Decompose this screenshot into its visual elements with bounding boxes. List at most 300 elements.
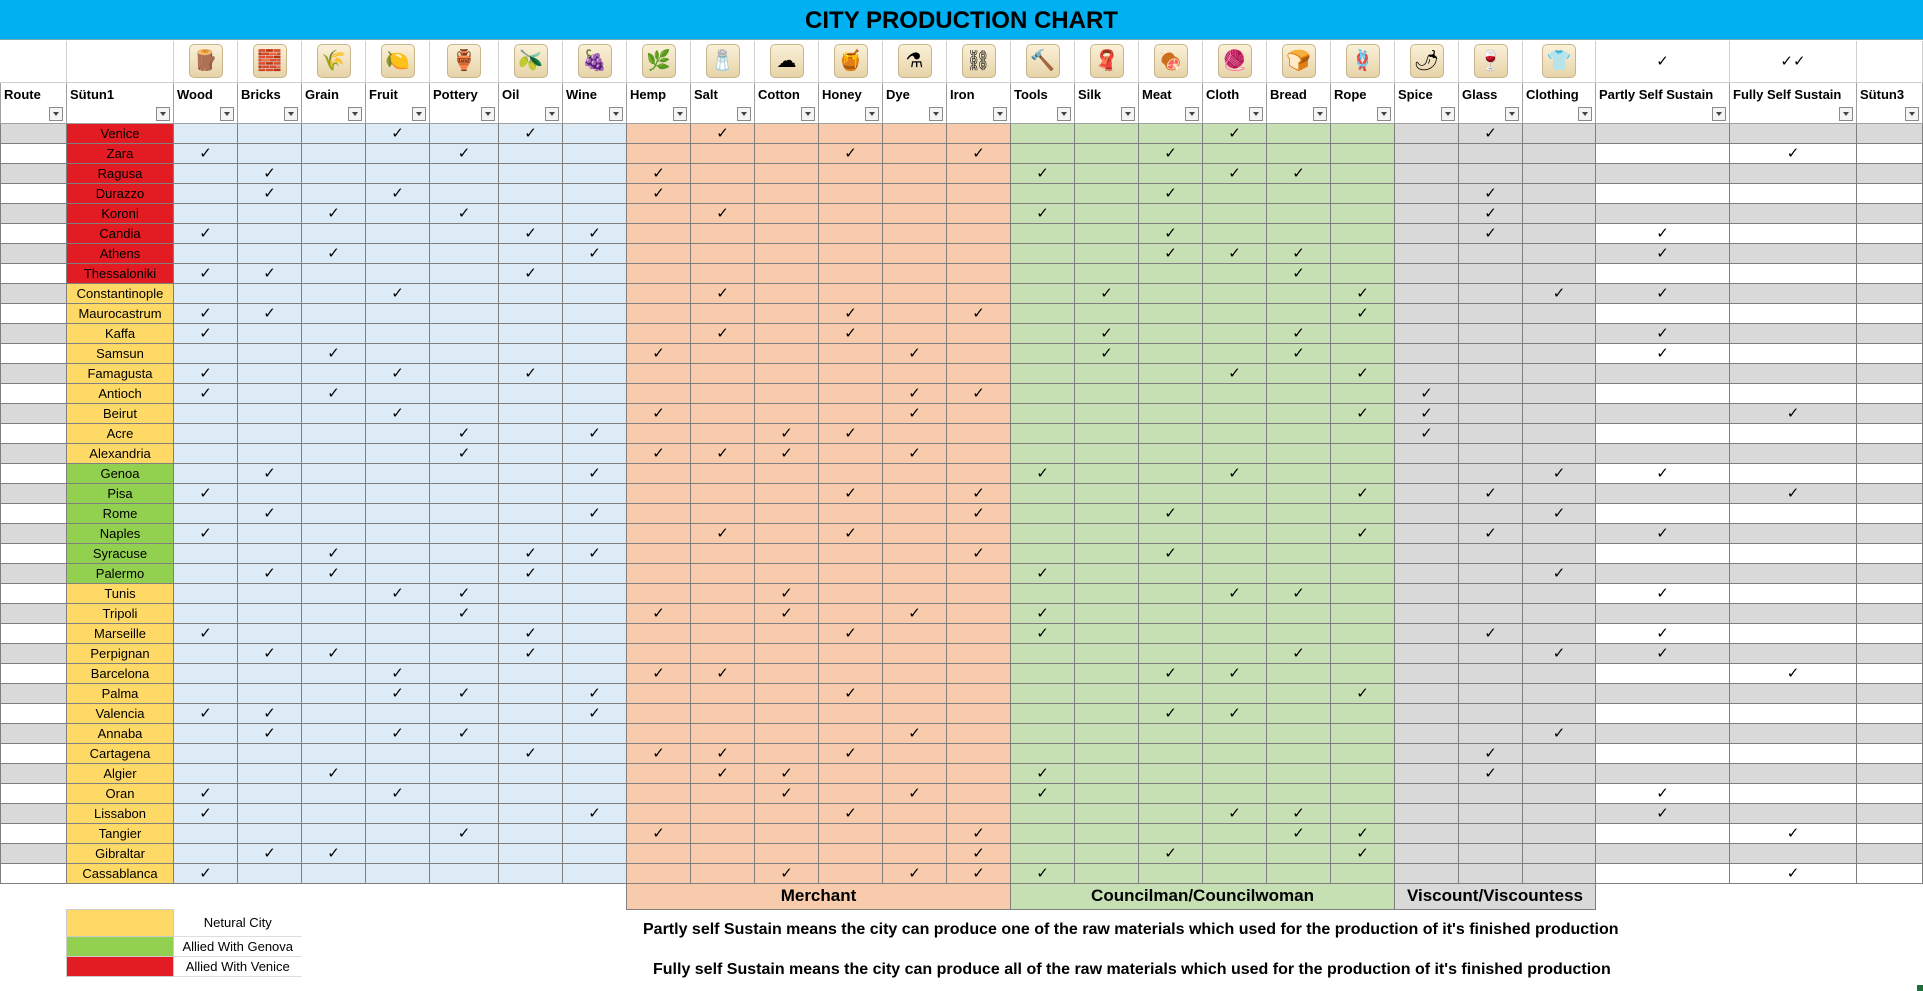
city-name-cell[interactable]: Beirut xyxy=(67,403,174,423)
cell-meat[interactable] xyxy=(1139,843,1203,863)
cell-wine[interactable] xyxy=(563,743,627,763)
cell-silk[interactable] xyxy=(1075,543,1139,563)
cell-glass[interactable] xyxy=(1459,243,1523,263)
cell-bricks[interactable] xyxy=(238,343,302,363)
cell-fruit[interactable] xyxy=(366,623,430,643)
cell-bread[interactable] xyxy=(1267,623,1331,643)
cell-hemp[interactable] xyxy=(627,703,691,723)
city-name-cell[interactable]: Tunis xyxy=(67,583,174,603)
fully-self-sustain-cell[interactable] xyxy=(1730,783,1857,803)
cell-bricks[interactable] xyxy=(238,583,302,603)
route-cell[interactable] xyxy=(1,223,67,243)
city-name-cell[interactable]: Candia xyxy=(67,223,174,243)
fully-self-sustain-cell[interactable] xyxy=(1730,163,1857,183)
cell-wood[interactable] xyxy=(174,763,238,783)
cell-honey[interactable] xyxy=(819,663,883,683)
cell-spice[interactable] xyxy=(1395,483,1459,503)
cell-salt[interactable] xyxy=(691,783,755,803)
cell-wine[interactable] xyxy=(563,823,627,843)
cell-grain[interactable] xyxy=(302,763,366,783)
cell-salt[interactable] xyxy=(691,743,755,763)
city-name-cell[interactable]: Perpignan xyxy=(67,643,174,663)
cell-bricks[interactable] xyxy=(238,203,302,223)
cell-spice[interactable] xyxy=(1395,503,1459,523)
cell-hemp[interactable] xyxy=(627,483,691,503)
partly-self-sustain-cell[interactable] xyxy=(1596,603,1730,623)
cell-bricks[interactable] xyxy=(238,743,302,763)
cell-grain[interactable] xyxy=(302,183,366,203)
cell-wood[interactable] xyxy=(174,623,238,643)
cell-clothing[interactable] xyxy=(1523,803,1596,823)
cell-iron[interactable] xyxy=(947,863,1011,883)
cell-meat[interactable] xyxy=(1139,543,1203,563)
cell-salt[interactable] xyxy=(691,423,755,443)
cell-tools[interactable] xyxy=(1011,823,1075,843)
cell-hemp[interactable] xyxy=(627,763,691,783)
cell-fruit[interactable] xyxy=(366,183,430,203)
cell-pottery[interactable] xyxy=(430,683,499,703)
partly-self-sustain-cell[interactable] xyxy=(1596,543,1730,563)
cell-fruit[interactable] xyxy=(366,663,430,683)
city-name-cell[interactable]: Thessaloniki xyxy=(67,263,174,283)
cell-rope[interactable] xyxy=(1331,643,1395,663)
cell-wine[interactable] xyxy=(563,683,627,703)
cell-rope[interactable] xyxy=(1331,423,1395,443)
cell-wine[interactable] xyxy=(563,203,627,223)
cell-spice[interactable] xyxy=(1395,583,1459,603)
cell-wood[interactable] xyxy=(174,383,238,403)
cell-glass[interactable] xyxy=(1459,763,1523,783)
cell-hemp[interactable] xyxy=(627,283,691,303)
filter-dropdown-button[interactable] xyxy=(284,107,298,121)
fully-self-sustain-cell[interactable] xyxy=(1730,703,1857,723)
partly-self-sustain-cell[interactable] xyxy=(1596,683,1730,703)
cell-rope[interactable] xyxy=(1331,563,1395,583)
cell-bricks[interactable] xyxy=(238,123,302,143)
cell-honey[interactable] xyxy=(819,843,883,863)
cell-clothing[interactable] xyxy=(1523,823,1596,843)
sutun3-cell[interactable] xyxy=(1857,843,1923,863)
city-name-cell[interactable]: Lissabon xyxy=(67,803,174,823)
cell-glass[interactable] xyxy=(1459,443,1523,463)
route-cell[interactable] xyxy=(1,463,67,483)
cell-iron[interactable] xyxy=(947,423,1011,443)
cell-hemp[interactable] xyxy=(627,343,691,363)
cell-glass[interactable] xyxy=(1459,203,1523,223)
cell-silk[interactable] xyxy=(1075,403,1139,423)
cell-spice[interactable] xyxy=(1395,163,1459,183)
cell-iron[interactable] xyxy=(947,503,1011,523)
cell-iron[interactable] xyxy=(947,803,1011,823)
cell-oil[interactable] xyxy=(499,543,563,563)
cell-oil[interactable] xyxy=(499,783,563,803)
cell-cotton[interactable] xyxy=(755,803,819,823)
cell-tools[interactable] xyxy=(1011,383,1075,403)
cell-clothing[interactable] xyxy=(1523,503,1596,523)
cell-fruit[interactable] xyxy=(366,803,430,823)
route-cell[interactable] xyxy=(1,863,67,883)
cell-cloth[interactable] xyxy=(1203,483,1267,503)
cell-hemp[interactable] xyxy=(627,503,691,523)
fully-self-sustain-cell[interactable] xyxy=(1730,523,1857,543)
cell-oil[interactable] xyxy=(499,383,563,403)
cell-glass[interactable] xyxy=(1459,563,1523,583)
cell-bread[interactable] xyxy=(1267,543,1331,563)
city-name-cell[interactable]: Cassablanca xyxy=(67,863,174,883)
cell-pottery[interactable] xyxy=(430,283,499,303)
route-cell[interactable] xyxy=(1,723,67,743)
cell-wood[interactable] xyxy=(174,403,238,423)
cell-honey[interactable] xyxy=(819,823,883,843)
cell-meat[interactable] xyxy=(1139,203,1203,223)
cell-silk[interactable] xyxy=(1075,723,1139,743)
cell-fruit[interactable] xyxy=(366,603,430,623)
cell-spice[interactable] xyxy=(1395,823,1459,843)
filter-dropdown-button[interactable] xyxy=(865,107,879,121)
cell-iron[interactable] xyxy=(947,823,1011,843)
cell-bread[interactable] xyxy=(1267,163,1331,183)
cell-cotton[interactable] xyxy=(755,683,819,703)
cell-wood[interactable] xyxy=(174,343,238,363)
cell-rope[interactable] xyxy=(1331,223,1395,243)
cell-pottery[interactable] xyxy=(430,263,499,283)
cell-wine[interactable] xyxy=(563,423,627,443)
route-cell[interactable] xyxy=(1,363,67,383)
cell-rope[interactable] xyxy=(1331,763,1395,783)
cell-cloth[interactable] xyxy=(1203,803,1267,823)
cell-pottery[interactable] xyxy=(430,843,499,863)
cell-cotton[interactable] xyxy=(755,423,819,443)
cell-salt[interactable] xyxy=(691,683,755,703)
cell-glass[interactable] xyxy=(1459,463,1523,483)
cell-dye[interactable] xyxy=(883,303,947,323)
cell-honey[interactable] xyxy=(819,223,883,243)
city-name-cell[interactable]: Antioch xyxy=(67,383,174,403)
cell-meat[interactable] xyxy=(1139,823,1203,843)
cell-pottery[interactable] xyxy=(430,343,499,363)
partly-self-sustain-cell[interactable] xyxy=(1596,643,1730,663)
cell-glass[interactable] xyxy=(1459,823,1523,843)
cell-cotton[interactable] xyxy=(755,483,819,503)
cell-grain[interactable] xyxy=(302,263,366,283)
cell-hemp[interactable] xyxy=(627,143,691,163)
cell-bread[interactable] xyxy=(1267,863,1331,883)
filter-dropdown-button[interactable] xyxy=(1905,107,1919,121)
cell-silk[interactable] xyxy=(1075,623,1139,643)
cell-silk[interactable] xyxy=(1075,863,1139,883)
fully-self-sustain-cell[interactable] xyxy=(1730,443,1857,463)
fully-self-sustain-cell[interactable] xyxy=(1730,483,1857,503)
filter-dropdown-button[interactable] xyxy=(545,107,559,121)
cell-honey[interactable] xyxy=(819,583,883,603)
cell-grain[interactable] xyxy=(302,843,366,863)
cell-bricks[interactable] xyxy=(238,523,302,543)
cell-dye[interactable] xyxy=(883,183,947,203)
cell-dye[interactable] xyxy=(883,423,947,443)
partly-self-sustain-cell[interactable] xyxy=(1596,723,1730,743)
cell-hemp[interactable] xyxy=(627,623,691,643)
cell-iron[interactable] xyxy=(947,203,1011,223)
cell-wine[interactable] xyxy=(563,323,627,343)
sutun3-cell[interactable] xyxy=(1857,583,1923,603)
cell-wine[interactable] xyxy=(563,183,627,203)
cell-meat[interactable] xyxy=(1139,223,1203,243)
cell-meat[interactable] xyxy=(1139,483,1203,503)
cell-hemp[interactable] xyxy=(627,223,691,243)
cell-oil[interactable] xyxy=(499,423,563,443)
cell-pottery[interactable] xyxy=(430,423,499,443)
cell-salt[interactable] xyxy=(691,563,755,583)
cell-wine[interactable] xyxy=(563,363,627,383)
cell-tools[interactable] xyxy=(1011,803,1075,823)
cell-wine[interactable] xyxy=(563,623,627,643)
cell-meat[interactable] xyxy=(1139,403,1203,423)
fully-self-sustain-cell[interactable] xyxy=(1730,803,1857,823)
cell-grain[interactable] xyxy=(302,623,366,643)
city-name-cell[interactable]: Kaffa xyxy=(67,323,174,343)
cell-bricks[interactable] xyxy=(238,443,302,463)
cell-rope[interactable] xyxy=(1331,243,1395,263)
partly-self-sustain-cell[interactable] xyxy=(1596,363,1730,383)
cell-meat[interactable] xyxy=(1139,443,1203,463)
cell-rope[interactable] xyxy=(1331,723,1395,743)
cell-pottery[interactable] xyxy=(430,483,499,503)
cell-dye[interactable] xyxy=(883,323,947,343)
cell-clothing[interactable] xyxy=(1523,443,1596,463)
cell-fruit[interactable] xyxy=(366,323,430,343)
cell-meat[interactable] xyxy=(1139,463,1203,483)
sutun3-cell[interactable] xyxy=(1857,263,1923,283)
cell-grain[interactable] xyxy=(302,323,366,343)
cell-iron[interactable] xyxy=(947,783,1011,803)
cell-meat[interactable] xyxy=(1139,623,1203,643)
cell-rope[interactable] xyxy=(1331,843,1395,863)
cell-dye[interactable] xyxy=(883,163,947,183)
cell-clothing[interactable] xyxy=(1523,243,1596,263)
cell-spice[interactable] xyxy=(1395,123,1459,143)
cell-spice[interactable] xyxy=(1395,203,1459,223)
cell-wine[interactable] xyxy=(563,163,627,183)
cell-iron[interactable] xyxy=(947,163,1011,183)
cell-bread[interactable] xyxy=(1267,423,1331,443)
cell-dye[interactable] xyxy=(883,843,947,863)
sutun3-cell[interactable] xyxy=(1857,563,1923,583)
cell-grain[interactable] xyxy=(302,603,366,623)
cell-wine[interactable] xyxy=(563,563,627,583)
cell-cloth[interactable] xyxy=(1203,703,1267,723)
cell-pottery[interactable] xyxy=(430,563,499,583)
cell-iron[interactable] xyxy=(947,743,1011,763)
cell-wine[interactable] xyxy=(563,303,627,323)
cell-oil[interactable] xyxy=(499,403,563,423)
cell-tools[interactable] xyxy=(1011,423,1075,443)
cell-oil[interactable] xyxy=(499,743,563,763)
sutun3-cell[interactable] xyxy=(1857,363,1923,383)
cell-iron[interactable] xyxy=(947,843,1011,863)
cell-clothing[interactable] xyxy=(1523,263,1596,283)
cell-wine[interactable] xyxy=(563,863,627,883)
cell-clothing[interactable] xyxy=(1523,363,1596,383)
cell-iron[interactable] xyxy=(947,223,1011,243)
cell-iron[interactable] xyxy=(947,583,1011,603)
partly-self-sustain-cell[interactable] xyxy=(1596,523,1730,543)
cell-honey[interactable] xyxy=(819,523,883,543)
cell-salt[interactable] xyxy=(691,203,755,223)
cell-clothing[interactable] xyxy=(1523,623,1596,643)
fully-self-sustain-cell[interactable] xyxy=(1730,763,1857,783)
cell-cotton[interactable] xyxy=(755,663,819,683)
sutun3-cell[interactable] xyxy=(1857,863,1923,883)
partly-self-sustain-cell[interactable] xyxy=(1596,623,1730,643)
cell-spice[interactable] xyxy=(1395,723,1459,743)
route-cell[interactable] xyxy=(1,303,67,323)
cell-silk[interactable] xyxy=(1075,803,1139,823)
cell-wood[interactable] xyxy=(174,243,238,263)
sutun3-cell[interactable] xyxy=(1857,743,1923,763)
cell-cotton[interactable] xyxy=(755,203,819,223)
cell-clothing[interactable] xyxy=(1523,143,1596,163)
cell-hemp[interactable] xyxy=(627,183,691,203)
cell-bread[interactable] xyxy=(1267,143,1331,163)
cell-grain[interactable] xyxy=(302,503,366,523)
cell-grain[interactable] xyxy=(302,123,366,143)
cell-salt[interactable] xyxy=(691,503,755,523)
city-name-cell[interactable]: Acre xyxy=(67,423,174,443)
cell-spice[interactable] xyxy=(1395,443,1459,463)
cell-wood[interactable] xyxy=(174,663,238,683)
cell-clothing[interactable] xyxy=(1523,163,1596,183)
cell-bread[interactable] xyxy=(1267,603,1331,623)
cell-honey[interactable] xyxy=(819,383,883,403)
cell-oil[interactable] xyxy=(499,263,563,283)
cell-oil[interactable] xyxy=(499,203,563,223)
cell-honey[interactable] xyxy=(819,123,883,143)
route-cell[interactable] xyxy=(1,843,67,863)
cell-cloth[interactable] xyxy=(1203,863,1267,883)
cell-meat[interactable] xyxy=(1139,683,1203,703)
cell-silk[interactable] xyxy=(1075,643,1139,663)
cell-clothing[interactable] xyxy=(1523,203,1596,223)
cell-rope[interactable] xyxy=(1331,863,1395,883)
cell-bread[interactable] xyxy=(1267,363,1331,383)
cell-iron[interactable] xyxy=(947,283,1011,303)
cell-pottery[interactable] xyxy=(430,503,499,523)
cell-fruit[interactable] xyxy=(366,403,430,423)
cell-cloth[interactable] xyxy=(1203,723,1267,743)
cell-spice[interactable] xyxy=(1395,803,1459,823)
cell-salt[interactable] xyxy=(691,263,755,283)
cell-bread[interactable] xyxy=(1267,683,1331,703)
cell-glass[interactable] xyxy=(1459,723,1523,743)
cell-dye[interactable] xyxy=(883,483,947,503)
cell-meat[interactable] xyxy=(1139,323,1203,343)
cell-wood[interactable] xyxy=(174,323,238,343)
sutun3-cell[interactable] xyxy=(1857,723,1923,743)
cell-salt[interactable] xyxy=(691,303,755,323)
fully-self-sustain-cell[interactable] xyxy=(1730,123,1857,143)
cell-pottery[interactable] xyxy=(430,403,499,423)
cell-wine[interactable] xyxy=(563,483,627,503)
cell-grain[interactable] xyxy=(302,143,366,163)
cell-bricks[interactable] xyxy=(238,403,302,423)
cell-meat[interactable] xyxy=(1139,283,1203,303)
cell-cloth[interactable] xyxy=(1203,583,1267,603)
cell-rope[interactable] xyxy=(1331,583,1395,603)
cell-wine[interactable] xyxy=(563,283,627,303)
city-name-cell[interactable]: Venice xyxy=(67,123,174,143)
cell-salt[interactable] xyxy=(691,243,755,263)
cell-rope[interactable] xyxy=(1331,543,1395,563)
cell-fruit[interactable] xyxy=(366,143,430,163)
sutun3-cell[interactable] xyxy=(1857,423,1923,443)
cell-rope[interactable] xyxy=(1331,343,1395,363)
cell-dye[interactable] xyxy=(883,363,947,383)
cell-honey[interactable] xyxy=(819,723,883,743)
cell-dye[interactable] xyxy=(883,543,947,563)
cell-cotton[interactable] xyxy=(755,323,819,343)
filter-dropdown-button[interactable] xyxy=(673,107,687,121)
fully-self-sustain-cell[interactable] xyxy=(1730,823,1857,843)
cell-rope[interactable] xyxy=(1331,163,1395,183)
cell-silk[interactable] xyxy=(1075,523,1139,543)
cell-cotton[interactable] xyxy=(755,743,819,763)
route-cell[interactable] xyxy=(1,343,67,363)
cell-grain[interactable] xyxy=(302,523,366,543)
cell-iron[interactable] xyxy=(947,483,1011,503)
cell-spice[interactable] xyxy=(1395,523,1459,543)
cell-grain[interactable] xyxy=(302,383,366,403)
cell-meat[interactable] xyxy=(1139,363,1203,383)
cell-tools[interactable] xyxy=(1011,763,1075,783)
cell-cloth[interactable] xyxy=(1203,163,1267,183)
cell-glass[interactable] xyxy=(1459,523,1523,543)
cell-rope[interactable] xyxy=(1331,183,1395,203)
cell-spice[interactable] xyxy=(1395,743,1459,763)
cell-iron[interactable] xyxy=(947,523,1011,543)
route-cell[interactable] xyxy=(1,443,67,463)
cell-oil[interactable] xyxy=(499,723,563,743)
partly-self-sustain-cell[interactable] xyxy=(1596,503,1730,523)
cell-spice[interactable] xyxy=(1395,843,1459,863)
sutun3-cell[interactable] xyxy=(1857,783,1923,803)
cell-salt[interactable] xyxy=(691,723,755,743)
partly-self-sustain-cell[interactable] xyxy=(1596,463,1730,483)
route-cell[interactable] xyxy=(1,323,67,343)
cell-bricks[interactable] xyxy=(238,843,302,863)
cell-cloth[interactable] xyxy=(1203,463,1267,483)
cell-iron[interactable] xyxy=(947,703,1011,723)
cell-glass[interactable] xyxy=(1459,683,1523,703)
partly-self-sustain-cell[interactable] xyxy=(1596,763,1730,783)
cell-tools[interactable] xyxy=(1011,483,1075,503)
cell-fruit[interactable] xyxy=(366,743,430,763)
cell-pottery[interactable] xyxy=(430,723,499,743)
cell-bricks[interactable] xyxy=(238,803,302,823)
cell-pottery[interactable] xyxy=(430,203,499,223)
cell-honey[interactable] xyxy=(819,563,883,583)
cell-hemp[interactable] xyxy=(627,203,691,223)
cell-pottery[interactable] xyxy=(430,303,499,323)
partly-self-sustain-cell[interactable] xyxy=(1596,223,1730,243)
cell-bricks[interactable] xyxy=(238,423,302,443)
cell-cotton[interactable] xyxy=(755,223,819,243)
cell-cloth[interactable] xyxy=(1203,123,1267,143)
cell-wood[interactable] xyxy=(174,603,238,623)
city-name-cell[interactable]: Pisa xyxy=(67,483,174,503)
cell-wine[interactable] xyxy=(563,603,627,623)
cell-silk[interactable] xyxy=(1075,223,1139,243)
cell-salt[interactable] xyxy=(691,343,755,363)
